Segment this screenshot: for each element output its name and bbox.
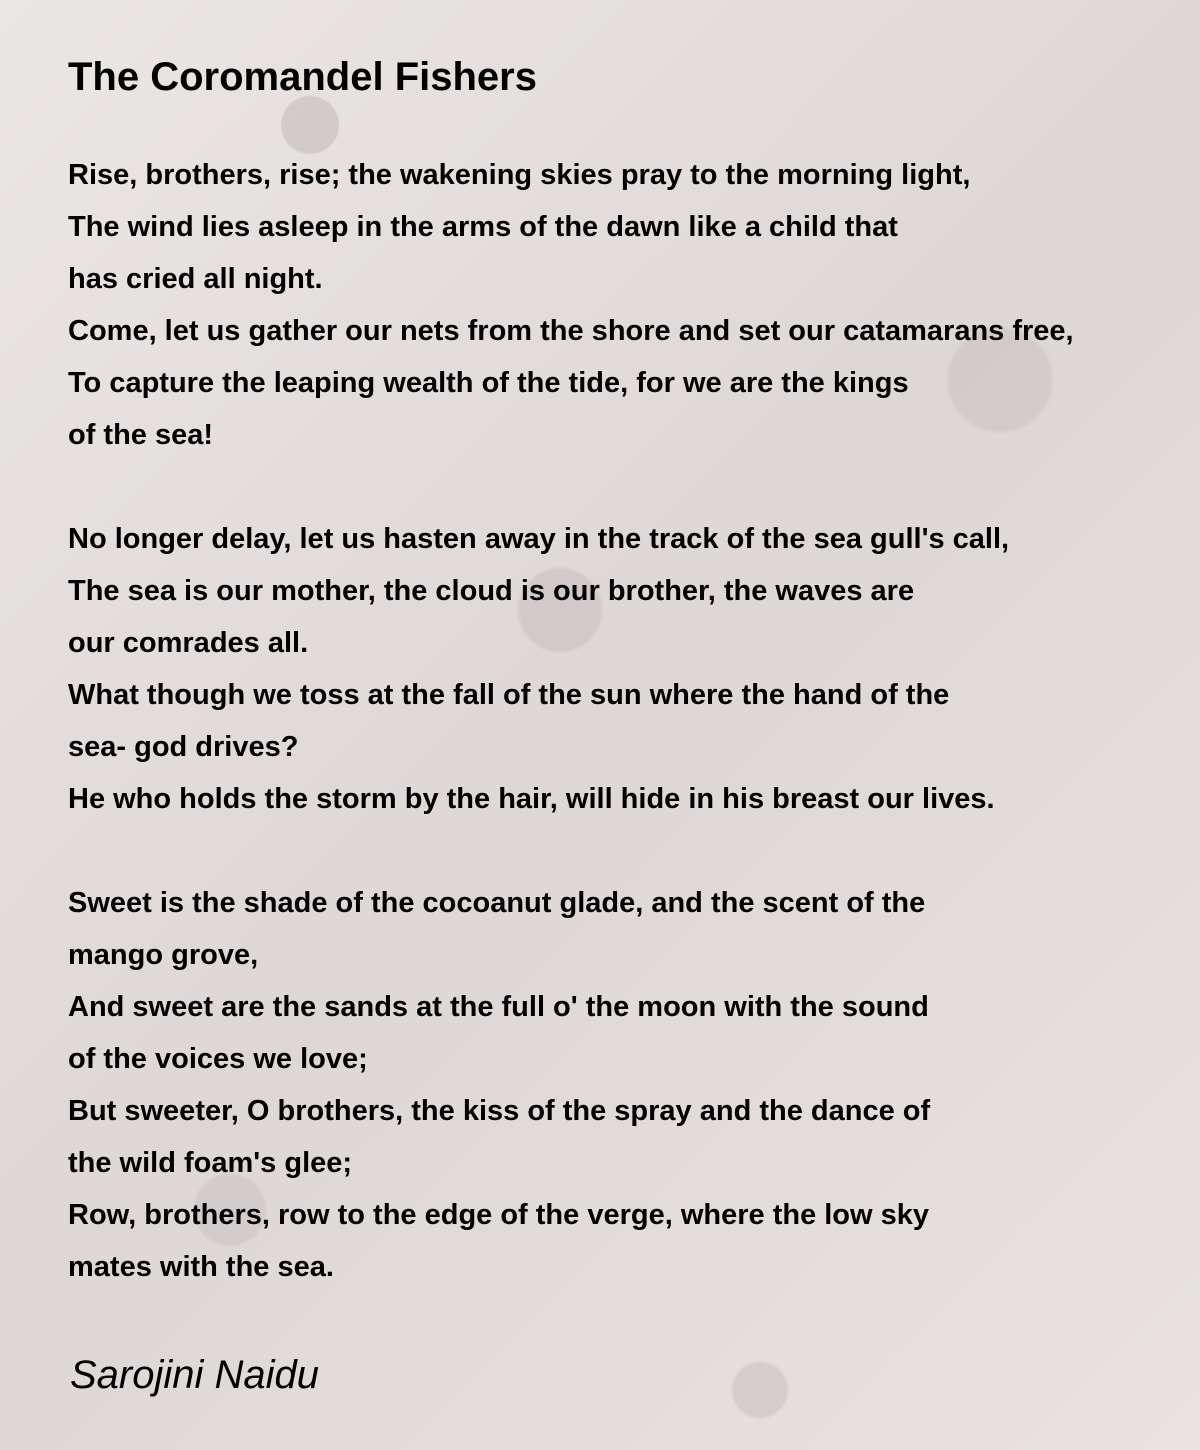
poem-line: Rise, brothers, rise; the wakening skies pray to the morning light, (68, 159, 971, 191)
poem-line: What though we toss at the fall of the sun where the hand of the (68, 679, 950, 711)
poem-line: To capture the leaping wealth of the tide, for we are the kings (68, 367, 909, 399)
poem-line: But sweeter, O brothers, the kiss of the spray and the dance of (68, 1095, 931, 1127)
poem-title: The Coromandel Fishers (68, 55, 537, 99)
poem-line: The sea is our mother, the cloud is our brother, the waves are (68, 575, 915, 607)
poem-line: the wild foam's glee; (68, 1147, 353, 1179)
poem-line: The wind lies asleep in the arms of the dawn like a child that (68, 211, 898, 243)
poem-line: And sweet are the sands at the full o' the moon with the sound (68, 991, 929, 1023)
poem-line: Sweet is the shade of the cocoanut glade, and the scent of the (68, 887, 926, 919)
poem-line: No longer delay, let us hasten away in the track of the sea gull's call, (68, 523, 1010, 555)
poem-line: our comrades all. (68, 627, 309, 659)
poem-author: Sarojini Naidu (70, 1353, 320, 1397)
poem-line: of the sea! (68, 419, 214, 451)
poem-body (68, 149, 1074, 1293)
poem-line: Row, brothers, row to the edge of the verge, where the low sky (68, 1199, 930, 1231)
poem-line: Come, let us gather our nets from the shore and set our catamarans free, (68, 315, 1074, 347)
poem-line: has cried all night. (68, 263, 323, 295)
poem-line: of the voices we love; (68, 1043, 368, 1075)
poem-line: mates with the sea. (68, 1251, 334, 1283)
poem-line: sea- god drives? (68, 731, 299, 763)
stanza-break (68, 461, 1074, 513)
poem-line: mango grove, (68, 939, 259, 971)
poem-line: He who holds the storm by the hair, will hide in his breast our lives. (68, 783, 995, 815)
stanza-break (68, 825, 1074, 877)
